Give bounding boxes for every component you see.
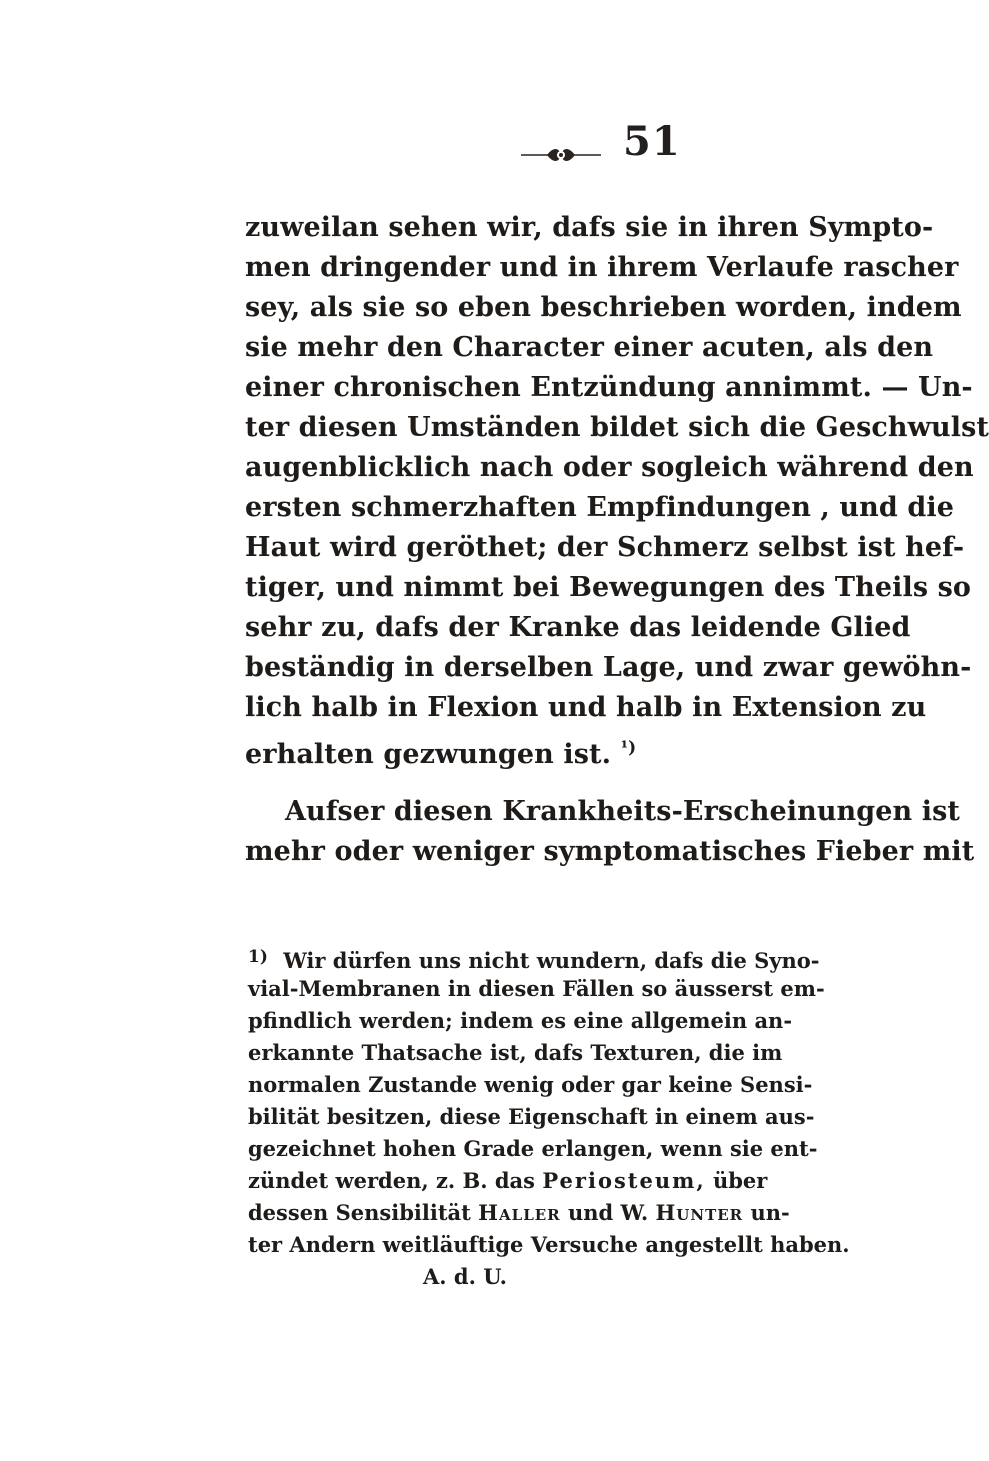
emphasized-term: Periosteum, xyxy=(542,1168,706,1193)
text-line: Aufser diesen Krankheits-Erscheinungen ist xyxy=(285,796,961,827)
text-line: zuweilan sehen wir, dafs sie in ihren Sympto- xyxy=(245,212,934,243)
text-line: augenblicklich nach oder sogleich während den xyxy=(245,452,974,483)
footnote-text: zündet werden, z. B. das xyxy=(248,1168,535,1193)
footnote-text: un- xyxy=(750,1200,790,1225)
footnote-line: vial-Membranen in diesen Fällen so äusserst em- xyxy=(248,976,825,1001)
footnote-line: ter Andern weitläuftige Versuche angestellt haben. xyxy=(248,1232,850,1257)
text-line: ter diesen Umständen bildet sich die Geschwulst xyxy=(245,412,989,443)
text-line: tiger, und nimmt bei Bewegungen des Theils so xyxy=(245,572,972,603)
footnote-text: und W. xyxy=(567,1200,649,1225)
footnote-line: gezeichnet hohen Grade erlangen, wenn sie ent- xyxy=(248,1136,818,1161)
footnote-text: über xyxy=(712,1168,768,1193)
text-line: sie mehr den Character einer acuten, als den xyxy=(245,332,934,363)
text-segment: erhalten gezwungen ist. xyxy=(245,739,612,770)
text-line xyxy=(245,728,765,768)
footnote-signature: A. d. U. xyxy=(423,1264,507,1289)
footnote-marker: 1) xyxy=(248,947,268,967)
footnote-line: bilität besitzen, diese Eigenschaft in einem aus- xyxy=(248,1104,815,1129)
footnote-line xyxy=(248,1197,790,1229)
text-line: sey, als sie so eben beschrieben worden, indem xyxy=(245,292,962,323)
footnote-reference[interactable]: ¹) xyxy=(620,738,637,758)
footnote xyxy=(248,941,850,1293)
footnote-line xyxy=(248,1165,768,1197)
printer-ornament xyxy=(521,142,601,166)
text-line: beständig in derselben Lage, und zwar gewöhn- xyxy=(245,652,972,683)
page-number: 51 xyxy=(623,118,681,165)
text-line: einer chronischen Entzündung annimmt. — Un- xyxy=(245,372,973,403)
text-line: mehr oder weniger symptomatisches Fieber mit xyxy=(245,836,975,867)
footnote-line xyxy=(248,941,820,973)
author-name: Hunter xyxy=(655,1200,744,1225)
footnote-line: erkannte Thatsache ist, dafs Texturen, die im xyxy=(248,1040,783,1065)
footnote-line: normalen Zustande wenig oder gar keine Sensi- xyxy=(248,1072,813,1097)
main-text xyxy=(245,208,989,872)
text-line: lich halb in Flexion und halb in Extension zu xyxy=(245,692,927,723)
text-line: ersten schmerzhaften Empfindungen , und die xyxy=(245,492,954,523)
text-line: men dringender und in ihrem Verlaufe rascher xyxy=(245,252,959,283)
text-line: sehr zu, dafs der Kranke das leidende Glied xyxy=(245,612,911,643)
footnote-text: dessen Sensibilität xyxy=(248,1200,471,1225)
text-line: Haut wird geröthet; der Schmerz selbst ist hef- xyxy=(245,532,965,563)
footnote-line: pfindlich werden; indem es eine allgemein an- xyxy=(248,1008,793,1033)
footnote-text: Wir dürfen uns nicht wundern, dafs die Syno- xyxy=(283,948,820,973)
author-name: Haller xyxy=(478,1200,561,1225)
